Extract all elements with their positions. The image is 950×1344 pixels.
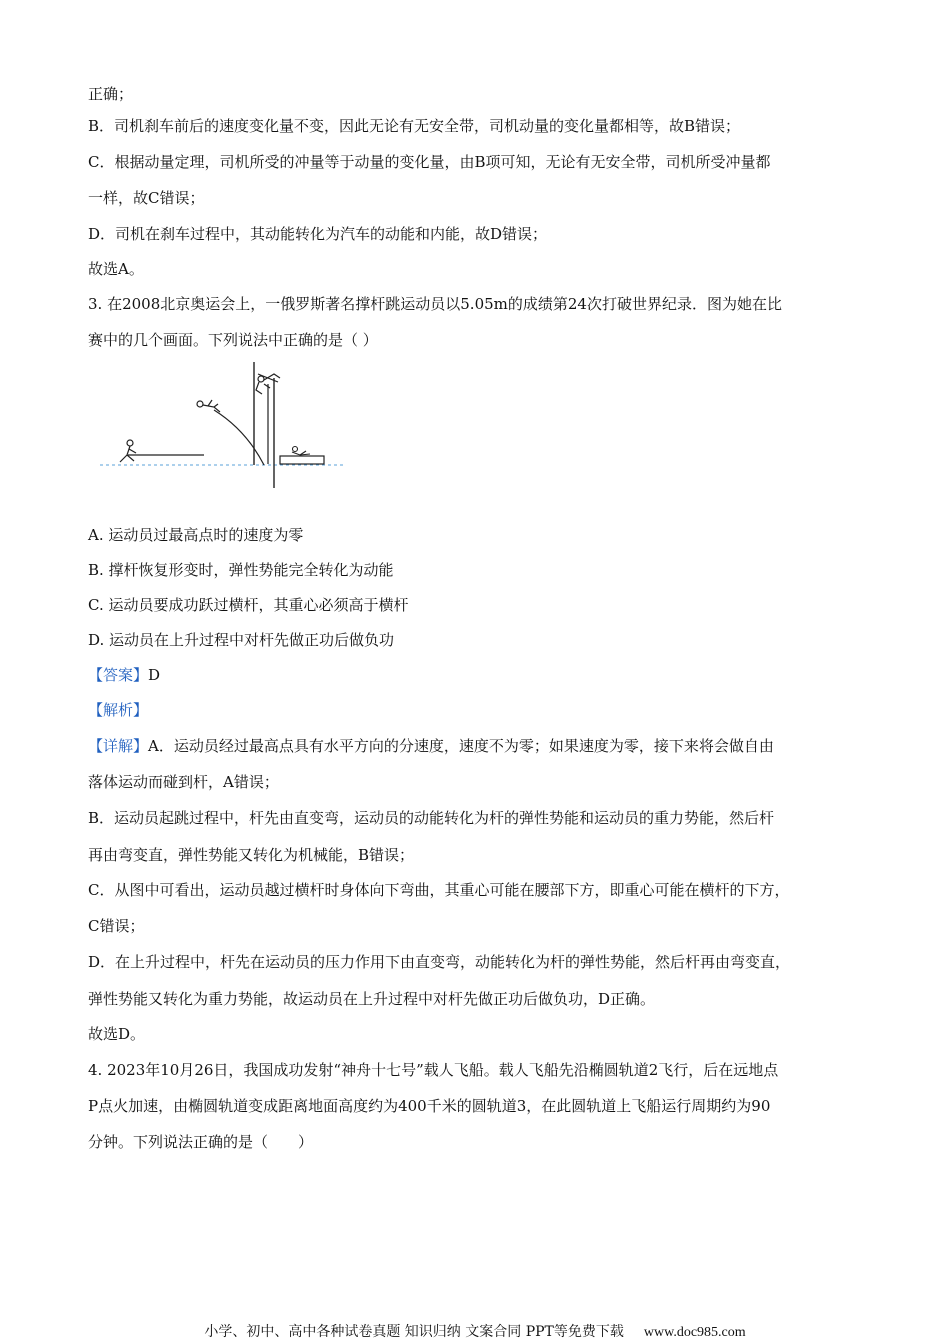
landed-athlete bbox=[292, 447, 310, 456]
question-3-line: 赛中的几个画面。下列说法中正确的是（ ） bbox=[88, 331, 378, 349]
footer-text: 小学、初中、高中各种试卷真题 知识归纳 文案合同 PPT等免费下载 bbox=[204, 1324, 624, 1340]
answer-line bbox=[88, 665, 160, 685]
option-a: A. 运动员过最高点时的速度为零 bbox=[88, 526, 304, 544]
answer-tag: 【答案】 bbox=[88, 666, 149, 684]
text-line: B．司机刹车前后的速度变化量不变，因此无论有无安全带，司机动量的变化量都相等，故B错误； bbox=[88, 117, 741, 135]
detail-line bbox=[88, 736, 774, 756]
question-4-line: 分钟。下列说法正确的是（ ） bbox=[88, 1133, 314, 1151]
footer-link[interactable]: www.doc985.com bbox=[643, 1325, 746, 1340]
option-c: C. 运动员要成功跃过横杆，其重心必须高于横杆 bbox=[88, 596, 409, 614]
text-line: D．在上升过程中，杆先在运动员的压力作用下由直变弯，动能转化为杆的弹性势能，然后杆再由弯变直， bbox=[88, 953, 791, 971]
question-3-line: 3. 在2008北京奥运会上，一俄罗斯著名撑杆跳运动员以5.05m的成绩第24次打破世界纪录．图为她在比 bbox=[88, 295, 782, 313]
text-line: D．司机在刹车过程中，其动能转化为汽车的动能和内能，故D错误； bbox=[88, 225, 548, 243]
pole-vault-figure bbox=[96, 360, 356, 492]
question-4-line: 4. 2023年10月26日，我国成功发射“神舟十七号”载人飞船。载人飞船先沿椭圆轨道2飞行，后在远地点 bbox=[88, 1061, 779, 1079]
text-line: 故选D。 bbox=[88, 1025, 146, 1043]
landing-mat bbox=[280, 456, 324, 464]
text-line: C错误； bbox=[88, 917, 145, 935]
question-4-line: P点火加速，由椭圆轨道变成距离地面高度约为400千米的圆轨道3，在此圆轨道上飞船运行周期约为90 bbox=[88, 1097, 771, 1115]
analysis-tag: 【解析】 bbox=[88, 701, 149, 719]
bent-pole bbox=[214, 410, 264, 465]
text-line: 正确； bbox=[88, 85, 134, 103]
text-line: 一样，故C错误； bbox=[88, 189, 205, 207]
detail-tag: 【详解】 bbox=[88, 737, 149, 755]
analysis-line bbox=[88, 700, 148, 720]
text-line: 弹性势能又转化为重力势能，故运动员在上升过程中对杆先做正功后做负功，D正确。 bbox=[88, 990, 656, 1008]
option-b: B. 撑杆恢复形变时，弹性势能完全转化为动能 bbox=[88, 561, 394, 579]
text-line: 故选A。 bbox=[88, 260, 144, 278]
text-line: C．根据动量定理，司机所受的冲量等于动量的变化量，由B项可知，无论有无安全带，司机所受冲量都 bbox=[88, 153, 771, 171]
answer-value: D bbox=[148, 666, 161, 684]
text-line: C．从图中可看出，运动员越过横杆时身体向下弯曲，其重心可能在腰部下方，即重心可能在横杆的下方， bbox=[88, 881, 790, 899]
runner-figure bbox=[120, 440, 136, 462]
page-footer bbox=[0, 1323, 950, 1342]
option-d: D. 运动员在上升过程中对杆先做正功后做负功 bbox=[88, 631, 395, 649]
jumper-figure bbox=[197, 400, 220, 412]
text-line: B．运动员起跳过程中，杆先由直变弯，运动员的动能转化为杆的弹性势能和运动员的重力势能，然后杆 bbox=[88, 809, 775, 827]
text-line: 再由弯变直，弹性势能又转化为机械能，B错误； bbox=[88, 846, 415, 864]
detail-text: A．运动员经过最高点具有水平方向的分速度，速度不为零；如果速度为零，接下来将会做自由 bbox=[148, 737, 774, 755]
text-line: 落体运动而碰到杆，A错误； bbox=[88, 773, 279, 791]
